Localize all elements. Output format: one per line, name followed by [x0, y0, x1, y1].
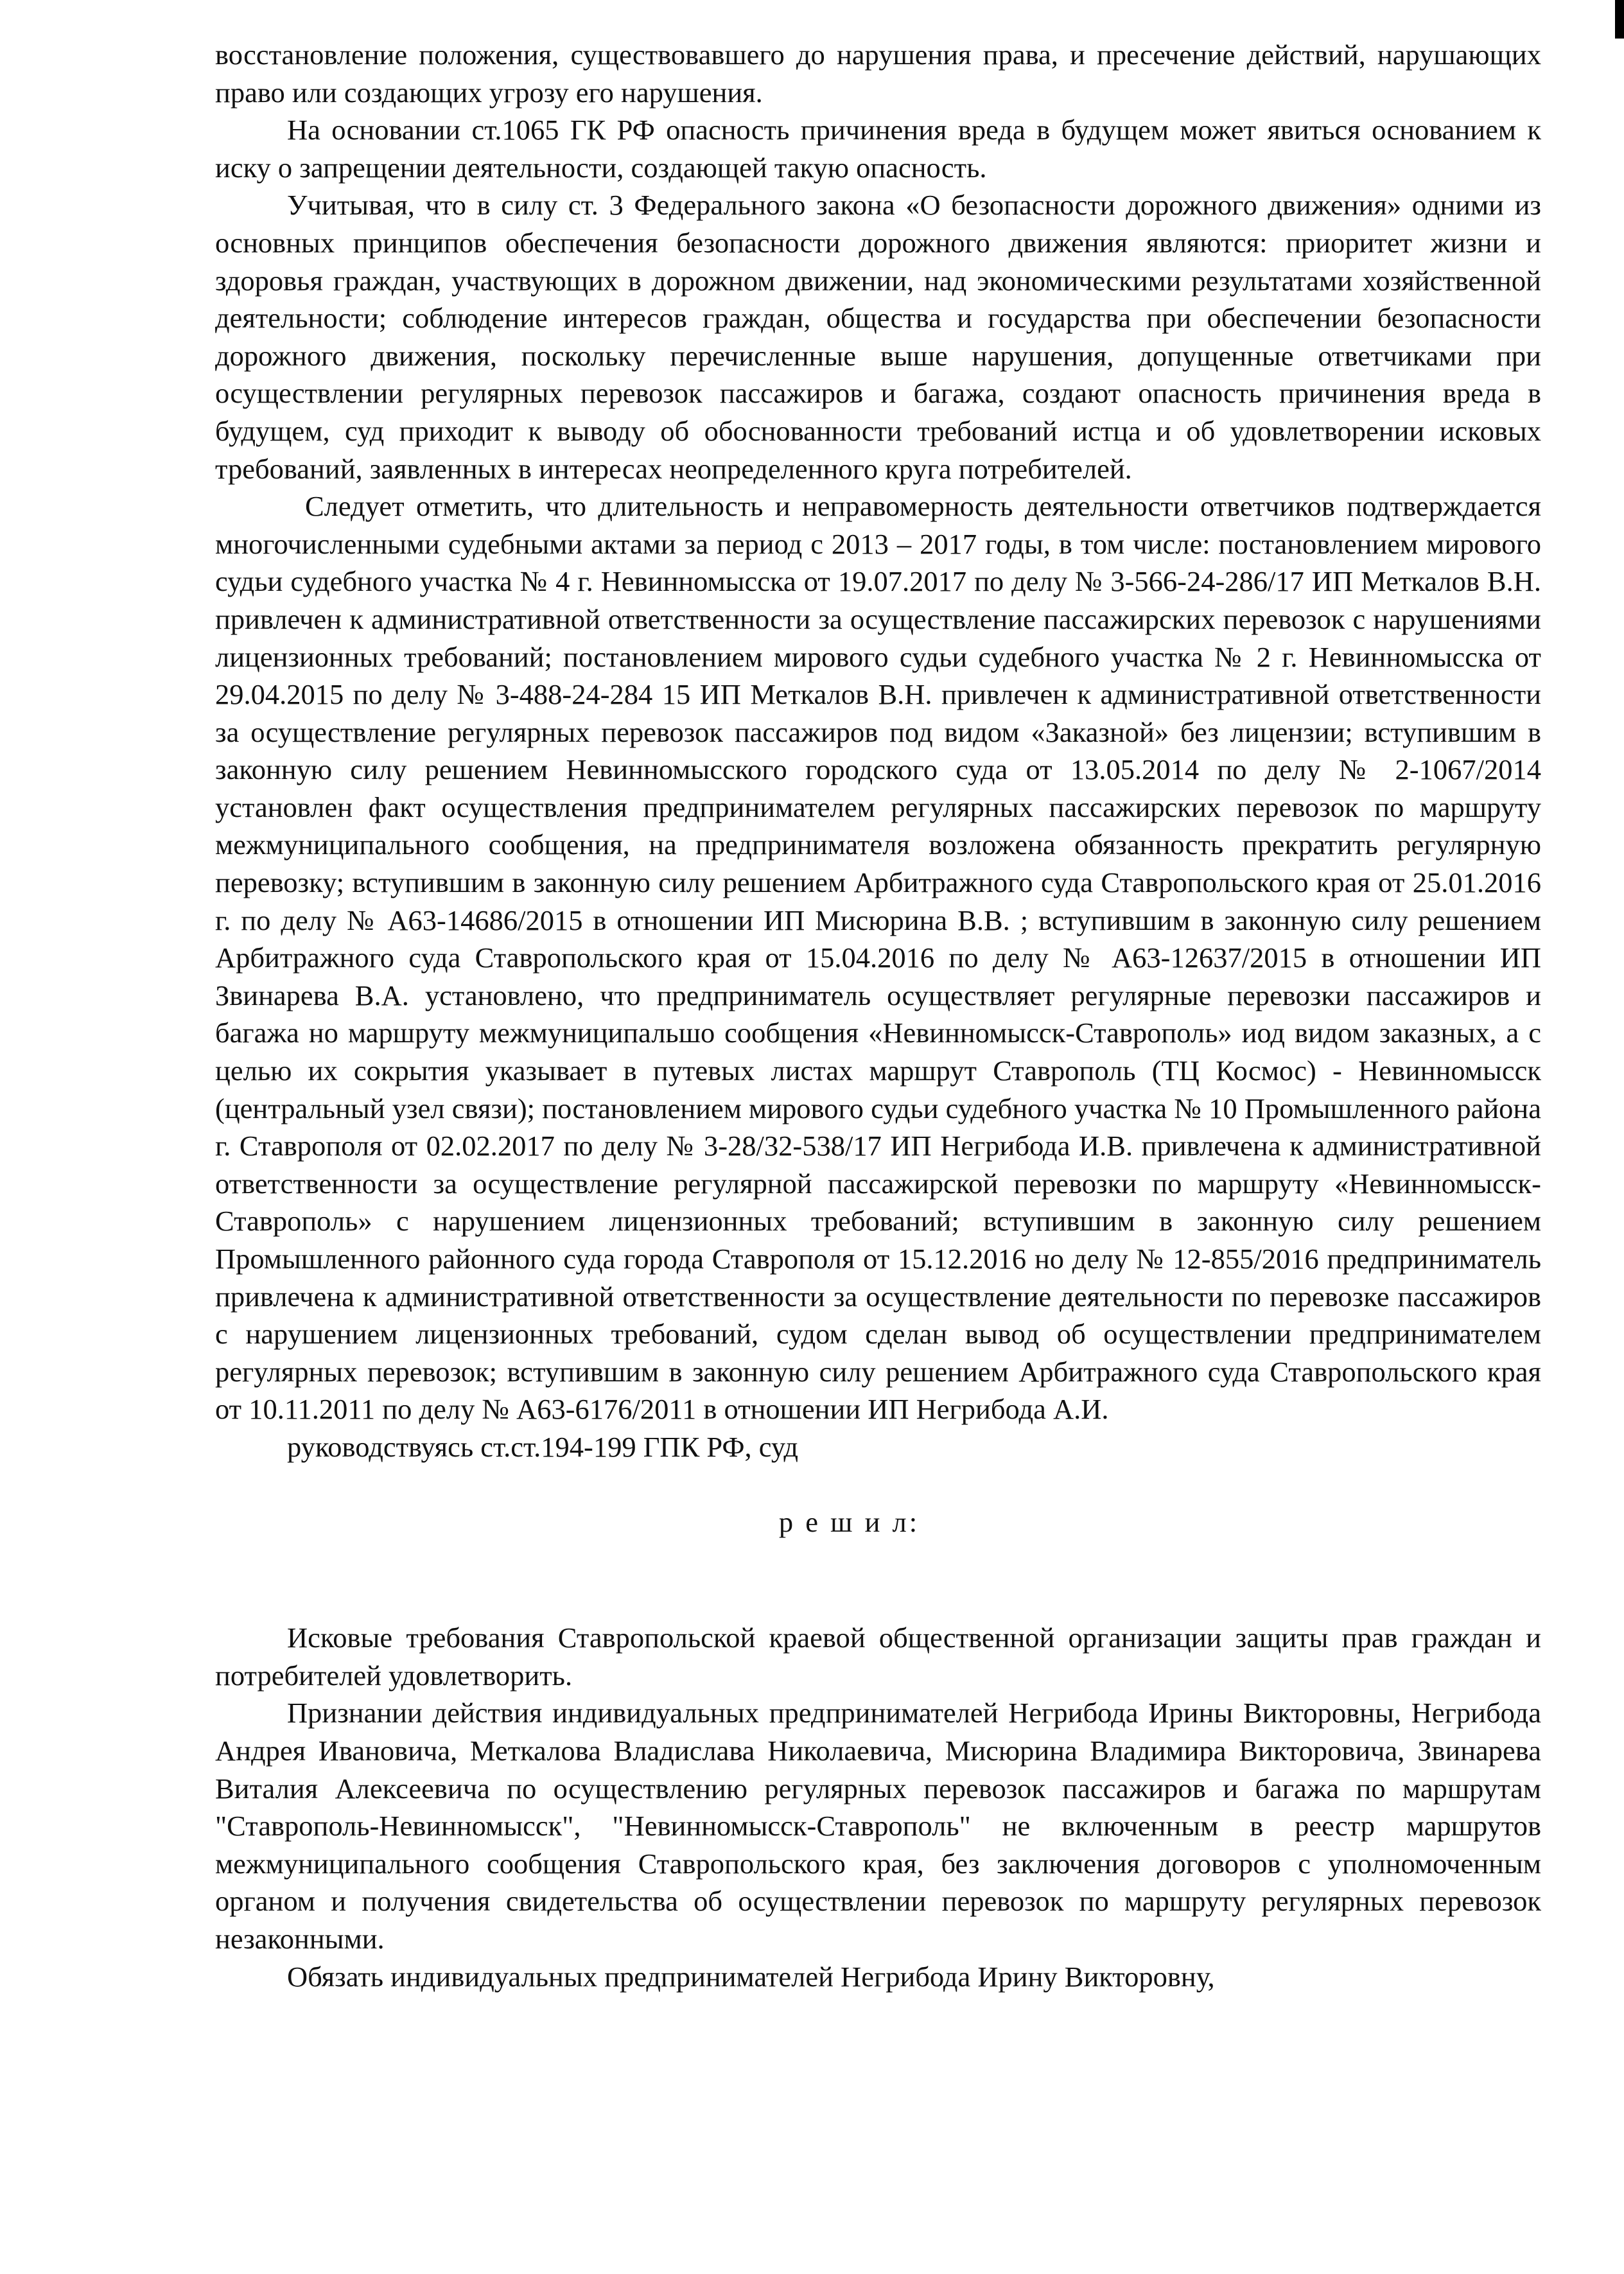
paragraph-obligation: Обязать индивидуальных предпринимателей Негрибода Ирину Викторовну,: [287, 1960, 1215, 1993]
paragraph-court-acts: Следует отметить, что длительность и неправомерность деятельности ответчиков подтверждается многочисленными судебными актами за период с 2013 – 2017 годы, в том числе: постановлением мирового судьи судебного участка № 4 г. Невинномысска от 19.07.2017 по делу № 3-566-24-286/17 ИП Меткалов В.Н. привлечен к административной ответственности за осуществление пассажирских перевозок с нарушениями лицензионных требований; постановлением мирового судьи судебного участка № 2 г. Невинномысска от 29.04.2015 по делу № 3-488-24-284 15 ИП Меткалов В.Н. привлечен к административной ответственности за осуществление регулярных перевозок пассажиров под видом «Заказной» без лицензии; вступившим в законную силу решением Невинномысского городского суда от 13.05.2014 по делу № 2-1067/2014 установлен факт осуществления предпринимателем регулярных пассажирских перевозок по маршруту межмуниципального сообщения, на предпринимателя возложена обязанность прекратить регулярную перевозку; вступившим в законную силу решением Арбитражного суда Ставропольского края от 25.01.2016 г. по делу № А63-14686/2015 в отношении ИП Мисюрина В.В. ; вступившим в законную силу решением Арбитражного суда Ставропольского края от 15.04.2016 по делу № А63-12637/2015 в отношении ИП Звинарева В.А. установлено, что предприниматель осуществляет регулярные перевозки пассажиров и багажа но маршруту межмуниципальшо сообщения «Невинномысск-Ставрополь» иод видом заказных, а с целью их сокрытия указывает в путевых листах маршрут Ставрополь (ТЦ Космос) - Невинномысск (центральный узел связи); постановлением мирового судьи судебного участка № 10 Промышленного района г. Ставрополя от 02.02.2017 по делу № 3-28/32-538/17 ИП Негрибода И.В. привлечена к административной ответственности за осуществление регулярной пассажирской перевозки по маршруту «Невинномысск-Ставрополь» с нарушением лицензионных требований; вступившим в законную силу решением Промышленного районного суда города Ставрополя от 15.12.2016 но делу № 12-855/2016 предприниматель привлечена к административной ответственности за осуществление деятельности по перевозке пассажиров с нарушением лицензионных требований, судом сделан вывод об осуществлении предпринимателем регулярных перевозок; вступившим в законную силу решением Арбитражного суда Ставропольского края от 10.11.2011 по делу № А63-6176/2011 в отношении ИП Негрибода А.И.: [215, 490, 1541, 1426]
paragraph-article-3: Учитывая, что в силу ст. 3 Федерального закона «О безопасности дорожного движения» одними из основных принципов обеспечения безопасности дорожного движения являются: приоритет жизни и здоровья граждан, участвующих в дорожном движении, над экономическими результатами хозяйственной деятельности; соблюдение интересов граждан, общества и государства при обеспечении безопасности дорожного движения, поскольку перечисленные выше нарушения, допущенные ответчиками при осуществлении регулярных перевозок пассажиров и багажа, создают опасность причинения вреда в будущем, суд приходит к выводу об обоснованности требований истца и об удовлетворении исковых требований, заявленных в интересах неопределенного круга потребителей.: [215, 189, 1541, 485]
paragraph-guided-by: руководствуясь ст.ст.194-199 ГПК РФ, суд: [287, 1430, 799, 1463]
paragraph-recognition: Признании действия индивидуальных предпринимателей Негрибода Ирины Викторовны, Негрибода Андрея Ивановича, Меткалова Владислава Николаевича, Мисюрина Владимира Викторовича, Звинарева Виталия Алексеевича по осуществлению регулярных перевозок пассажиров и багажа по маршрутам "Ставрополь-Невинномысск", "Невинномысск-Ставрополь" не включенным в реестр маршрутов межмуниципального сообщения Ставропольского края, без заключения договоров с уполномоченным органом и получения свидетельства об осуществлении перевозок по маршруту регулярных перевозок незаконными.: [215, 1697, 1541, 1955]
decision-heading: р е ш и л:: [778, 1505, 920, 1538]
paragraph-continuation: восстановление положения, существовавшего до нарушения права, и пресечение действий, нарушающих право или создающих угрозу его нарушения.: [215, 39, 1541, 109]
paragraph-article-1065: На основании ст.1065 ГК РФ опасность причинения вреда в будущем может явиться основанием к иску о запрещении деятельности, создающей такую опасность.: [215, 114, 1541, 184]
scan-edge-mark: [1615, 0, 1624, 39]
document-body: [215, 36, 1541, 1995]
paragraph-claims-satisfied: Исковые требования Ставропольской краевой общественной организации защиты прав граждан и потребителей удовлетворить.: [215, 1622, 1541, 1692]
